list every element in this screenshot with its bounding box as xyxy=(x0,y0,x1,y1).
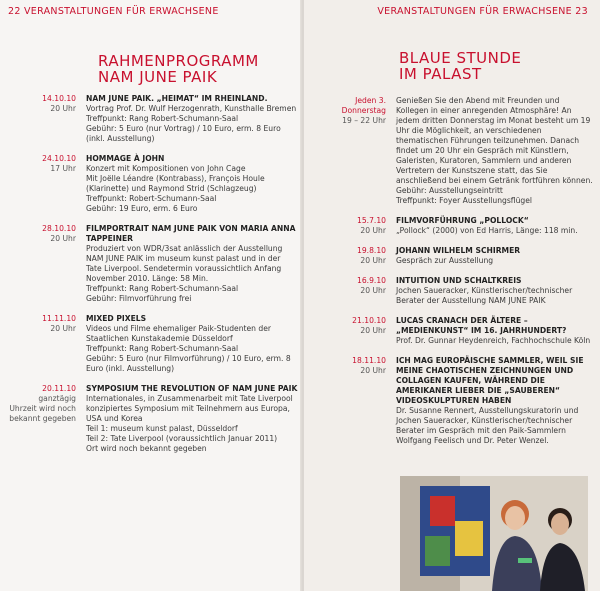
photo-illustration xyxy=(400,476,588,591)
event-body xyxy=(396,216,594,236)
event-detail-line: Mit Joëlle Léandre (Kontrabass), François Houle (Klarinette) und Raymond Strid (Schlagzeug) xyxy=(86,174,265,193)
event-entry xyxy=(310,276,594,306)
event-entry xyxy=(6,154,298,214)
event-body xyxy=(396,96,594,206)
event-detail-line: Produziert von WDR/3sat anlässlich der Ausstellung NAM JUNE PAIK im museum kunst palast und in der Tate Liverpool. Sendetermin voraussichtlich Anfang November 2010. Länge: 58 Min. xyxy=(86,244,283,283)
event-date: 18.11.10 xyxy=(352,356,386,365)
event-detail-line: Treffpunkt: Rang Robert-Schumann-Saal xyxy=(86,284,239,293)
event-entry xyxy=(310,356,594,446)
left-event-list xyxy=(6,94,298,464)
event-date-column xyxy=(310,276,396,306)
event-body xyxy=(396,356,594,446)
event-date-column xyxy=(6,314,86,374)
event-detail-line: Prof. Dr. Gunnar Heydenreich, Fachhochschule Köln xyxy=(396,336,591,345)
event-detail-line: Videos und Filme ehemaliger Paik-Studenten der Staatlichen Kunstakademie Düsseldorf xyxy=(86,324,272,343)
event-title: HOMMAGE À JOHN xyxy=(86,154,165,163)
event-date-column xyxy=(310,246,396,266)
event-detail-line: Gebühr: 19 Euro, erm. 6 Euro xyxy=(86,204,198,213)
event-entry xyxy=(6,314,298,374)
right-page-header: VERANSTALTUNGEN FÜR ERWACHSENE 23 xyxy=(377,6,588,17)
event-body xyxy=(396,276,594,306)
event-detail-line: Gebühr: 5 Euro (nur Filmvorführung) / 10 Euro, erm. 8 Euro (inkl. Ausstellung) xyxy=(86,354,291,373)
event-date: 20.11.10 xyxy=(42,384,76,393)
event-time: 20 Uhr xyxy=(360,326,386,335)
event-detail-line: Teil 1: museum kunst palast, Düsseldorf xyxy=(86,424,238,433)
event-time: 20 Uhr xyxy=(360,256,386,265)
event-date: 28.10.10 xyxy=(42,224,76,233)
event-date-column xyxy=(310,96,396,206)
event-time: 20 Uhr xyxy=(360,226,386,235)
event-time: ganztägig xyxy=(38,394,76,403)
event-detail-line: Vortrag Prof. Dr. Wulf Herzogenrath, Kunsthalle Bremen xyxy=(86,104,297,113)
event-date: 11.11.10 xyxy=(42,314,76,323)
left-title-line2: NAM JUNE PAIK xyxy=(98,68,218,86)
event-photo xyxy=(400,476,588,591)
event-body xyxy=(396,246,594,266)
event-entry xyxy=(310,316,594,346)
event-detail-line: Treffpunkt: Rang Robert-Schumann-Saal xyxy=(86,344,239,353)
right-title-line1: BLAUE STUNDE xyxy=(399,49,522,67)
event-date: 19.8.10 xyxy=(357,246,386,255)
event-entry xyxy=(310,216,594,236)
event-detail-line: Treffpunkt: Foyer Ausstellungsflügel xyxy=(396,196,533,205)
event-date-column xyxy=(6,154,86,214)
event-detail-line: Internationales, in Zusammenarbeit mit Tate Liverpool konzipiertes Symposium mit Teilnehmern aus Europa, USA und Korea xyxy=(86,394,293,423)
event-time: 20 Uhr xyxy=(50,234,76,243)
event-detail-line: Gebühr: 5 Euro (nur Vortrag) / 10 Euro, erm. 8 Euro (inkl. Ausstellung) xyxy=(86,124,281,143)
event-date: 24.10.10 xyxy=(42,154,76,163)
event-date-column xyxy=(310,316,396,346)
event-detail-line: Ort wird noch bekannt gegeben xyxy=(86,444,207,453)
event-title: ICH MAG EUROPÄISCHE SAMMLER, WEIL SIE MEINE CHAOTISCHEN ZEICHNUNGEN UND COLLAGEN KAUFEN, WÄHREND DIE AMERIKANER LIEBER DIE „SAUBEREN“ VIDEOSKULPTUREN HABEN xyxy=(396,356,584,405)
event-title: INTUITION UND SCHALTKREIS xyxy=(396,276,522,285)
event-entry xyxy=(6,94,298,144)
right-page-title xyxy=(399,50,521,82)
event-date: 16.9.10 xyxy=(357,276,386,285)
event-date-column xyxy=(6,384,86,454)
event-title: MIXED PIXELS xyxy=(86,314,147,323)
event-time: 17 Uhr xyxy=(50,164,76,173)
event-date-column xyxy=(6,94,86,144)
event-entry xyxy=(6,384,298,454)
event-time: 20 Uhr xyxy=(50,104,76,113)
event-body xyxy=(86,384,298,454)
event-entry xyxy=(310,246,594,266)
event-entry xyxy=(6,224,298,304)
event-date: 21.10.10 xyxy=(352,316,386,325)
event-detail-line: Genießen Sie den Abend mit Freunden und Kollegen in einer anregenden Atmosphäre! An jedem dritten Donnerstag im Monat besteht um 19 Uhr die Möglichkeit, an verschiedenen thematischen Führungen teilzunehmen. Danach findet um 20 Uhr ein Gespräch mit Künstlern, Galeristen, Kuratoren, Sammlern und anderen Vertretern der Kunstszene statt, das Sie anschließend bei einem Getränk fortführen können. xyxy=(396,96,593,185)
event-body xyxy=(86,224,298,304)
event-detail-line: Jochen Saueracker, Künstlerischer/technischer Berater der Ausstellung NAM JUNE PAIK xyxy=(396,286,573,305)
event-title: FILMVORFÜHRUNG „POLLOCK“ xyxy=(396,216,529,225)
event-time: 19 – 22 Uhr xyxy=(342,116,386,125)
event-date: Jeden 3. Donnerstag xyxy=(341,96,386,115)
event-title: SYMPOSIUM THE REVOLUTION OF NAM JUNE PAIK xyxy=(86,384,298,393)
event-body xyxy=(86,314,298,374)
left-page-title xyxy=(98,53,259,85)
event-title: JOHANN WILHELM SCHIRMER xyxy=(396,246,521,255)
event-time: 20 Uhr xyxy=(360,286,386,295)
left-title-line1: RAHMENPROGRAMM xyxy=(98,52,259,70)
event-date: 15.7.10 xyxy=(357,216,386,225)
event-detail-line: Dr. Susanne Rennert, Ausstellungskuratorin und Jochen Saueracker, Künstlerischer/technischer Berater im Gespräch mit den Paik-Sammlern Wolfgang Feelisch und Dr. Peter Wenzel. xyxy=(396,406,579,445)
event-body xyxy=(396,316,594,346)
event-detail-line: Treffpunkt: Rang Robert-Schumann-Saal xyxy=(86,114,239,123)
right-title-line2: IM PALAST xyxy=(399,65,482,83)
event-time-note: Uhrzeit wird noch bekannt gegeben xyxy=(9,404,76,423)
event-date-column xyxy=(6,224,86,304)
event-detail-line: „Pollock“ (2000) von Ed Harris, Länge: 118 min. xyxy=(396,226,578,235)
event-title: FILMPORTRAIT NAM JUNE PAIK VON MARIA ANNA TAPPEINER xyxy=(86,224,296,243)
event-detail-line: Konzert mit Kompositionen von John Cage xyxy=(86,164,246,173)
event-detail-line: Gespräch zur Ausstellung xyxy=(396,256,494,265)
event-detail-line: Gebühr: Filmvorführung frei xyxy=(86,294,192,303)
event-date: 14.10.10 xyxy=(42,94,76,103)
event-date-column xyxy=(310,356,396,446)
event-body xyxy=(86,94,298,144)
event-detail-line: Teil 2: Tate Liverpool (voraussichtlich Januar 2011) xyxy=(86,434,278,443)
event-time: 20 Uhr xyxy=(360,366,386,375)
event-title: NAM JUNE PAIK. „HEIMAT“ IM RHEINLAND. xyxy=(86,94,268,103)
right-event-list xyxy=(310,96,594,456)
event-detail-line: Gebühr: Ausstellungseintritt xyxy=(396,186,503,195)
event-entry xyxy=(310,96,594,206)
event-title: LUCAS CRANACH DER ÄLTERE – „MEDIENKUNST“ IM 16. JAHRHUNDERT? xyxy=(396,316,567,335)
event-detail-line: Treffpunkt: Robert-Schumann-Saal xyxy=(86,194,217,203)
event-date-column xyxy=(310,216,396,236)
right-page xyxy=(304,0,600,591)
left-page-header: 22 VERANSTALTUNGEN FÜR ERWACHSENE xyxy=(8,6,219,17)
event-body xyxy=(86,154,298,214)
event-time: 20 Uhr xyxy=(50,324,76,333)
